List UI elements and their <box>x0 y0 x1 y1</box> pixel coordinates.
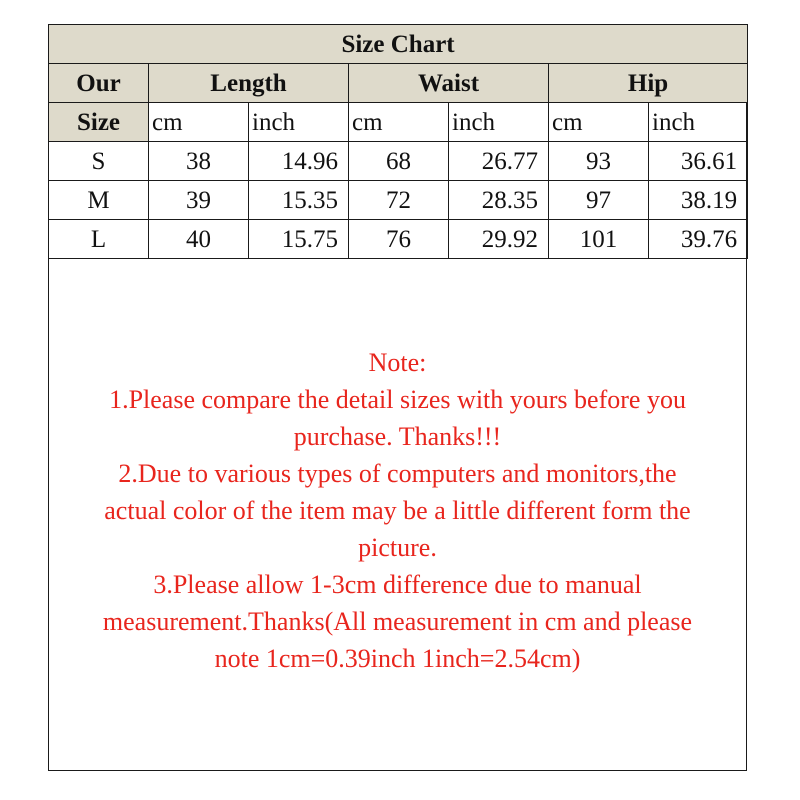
value-cell: 15.35 <box>249 181 349 220</box>
size-chart-table <box>48 24 748 259</box>
note-line: note 1cm=0.39inch 1inch=2.54cm) <box>214 644 581 673</box>
unit-cell: cm <box>549 103 649 142</box>
unit-cell: cm <box>349 103 449 142</box>
table-title: Size Chart <box>49 25 748 64</box>
note-line: 1.Please compare the detail sizes with yours before you <box>109 385 686 414</box>
size-cell: S <box>49 142 149 181</box>
unit-row <box>49 103 748 142</box>
header-row <box>49 64 748 103</box>
note-line: 2.Due to various types of computers and monitors,the <box>118 459 677 488</box>
unit-cell: cm <box>149 103 249 142</box>
table-row <box>49 181 748 220</box>
value-cell: 28.35 <box>449 181 549 220</box>
unit-cell: inch <box>249 103 349 142</box>
value-cell: 101 <box>549 220 649 259</box>
note-line: measurement.Thanks(All measurement in cm and please <box>102 607 693 636</box>
value-cell: 97 <box>549 181 649 220</box>
table-row <box>49 142 748 181</box>
value-cell: 14.96 <box>249 142 349 181</box>
size-cell: L <box>49 220 149 259</box>
length-header: Length <box>149 64 349 103</box>
value-cell: 38.19 <box>649 181 748 220</box>
note-line: actual color of the item may be a little different form the <box>104 496 691 525</box>
value-cell: 76 <box>349 220 449 259</box>
value-cell: 93 <box>549 142 649 181</box>
size-cell: M <box>49 181 149 220</box>
note-line: picture. <box>358 533 437 562</box>
value-cell: 39.76 <box>649 220 748 259</box>
unit-cell: inch <box>449 103 549 142</box>
value-cell: 26.77 <box>449 142 549 181</box>
value-cell: 36.61 <box>649 142 748 181</box>
value-cell: 38 <box>149 142 249 181</box>
table-row <box>49 220 748 259</box>
value-cell: 39 <box>149 181 249 220</box>
value-cell: 15.75 <box>249 220 349 259</box>
waist-header: Waist <box>349 64 549 103</box>
value-cell: 72 <box>349 181 449 220</box>
value-cell: 68 <box>349 142 449 181</box>
size-header-bottom: Size <box>49 103 149 142</box>
note-line: 3.Please allow 1-3cm difference due to manual <box>153 570 642 599</box>
note-line: purchase. Thanks!!! <box>293 422 502 451</box>
unit-cell: inch <box>649 103 748 142</box>
hip-header: Hip <box>549 64 748 103</box>
note-heading: Note: <box>368 348 427 377</box>
title-row <box>49 25 748 64</box>
value-cell: 40 <box>149 220 249 259</box>
value-cell: 29.92 <box>449 220 549 259</box>
notes-block <box>49 344 746 677</box>
size-header-top: Our <box>49 64 149 103</box>
